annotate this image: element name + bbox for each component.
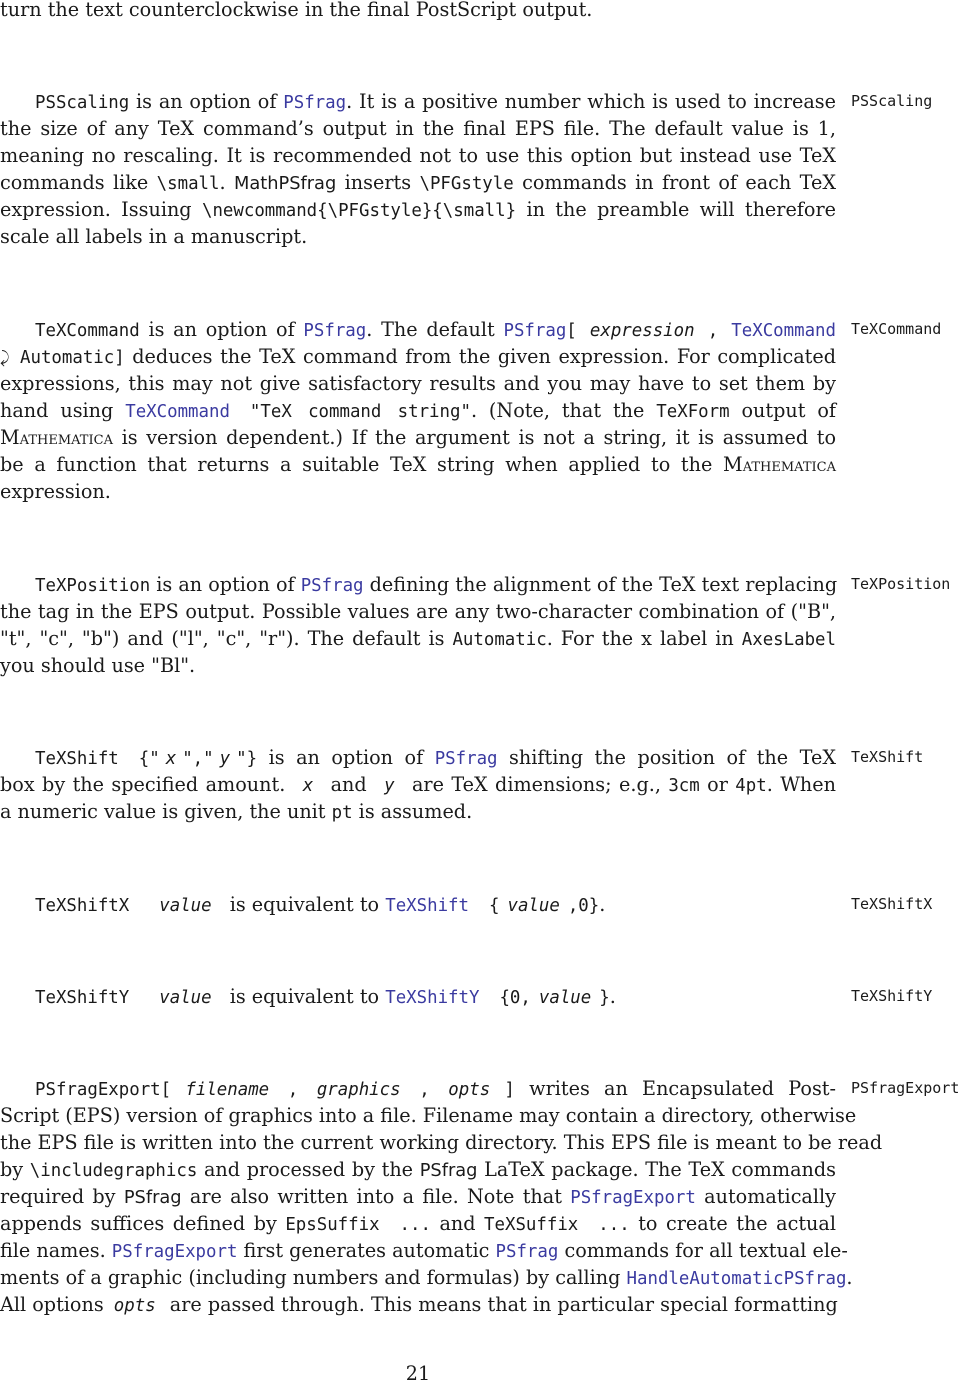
text: is assumed. xyxy=(352,800,473,823)
code: pt xyxy=(331,803,353,823)
texposition-line-4: you should use "Bl". xyxy=(0,654,196,677)
psfragexport-line-3: the EPS file is written into the current working directory. This EPS file is meant to be read xyxy=(0,1131,883,1154)
text: LaTeX package. The TeX commands xyxy=(477,1158,836,1181)
margin-label-texshiftx: TeXShiftX xyxy=(851,895,933,913)
psfragexport-line-4 xyxy=(0,1156,836,1185)
margin-label-texposition: TeXPosition xyxy=(851,575,951,593)
text: required by xyxy=(0,1185,124,1208)
argument: expression xyxy=(589,321,695,341)
psfragexport-line-2: Script (EPS) version of graphics into a file. Filename may contain a directory, otherwise xyxy=(0,1104,857,1127)
text: ments of a graphic (including numbers and formulas) by calling xyxy=(0,1266,627,1289)
text: defining the alignment of the TeX text replacing xyxy=(363,573,838,596)
texposition-line-2: the tag in the EPS output. Possible values are any two-character combination of ("B", xyxy=(0,600,836,623)
text: appends suffices defined by xyxy=(0,1212,286,1235)
texcommand-link[interactable]: TeXCommand xyxy=(125,402,230,422)
text: . (Note, that the xyxy=(470,399,657,422)
text: box by the specified amount. xyxy=(0,773,293,796)
texshifty-line xyxy=(0,983,871,1012)
argument: value xyxy=(538,988,592,1008)
text: . The default xyxy=(366,318,504,341)
code: , xyxy=(694,321,732,341)
code: {0, xyxy=(499,988,531,1008)
code: 4pt xyxy=(735,776,767,796)
texshift-line-1 xyxy=(0,744,836,773)
text: are TeX dimensions; e.g., xyxy=(404,773,669,796)
code: ,0} xyxy=(567,896,600,916)
text: "t", "c", "b") and ("l", "c", "r"). The default is xyxy=(0,627,453,650)
psfragexport-link[interactable]: PSfragExport xyxy=(570,1188,696,1208)
text: file names. xyxy=(0,1239,112,1262)
code: EpsSuffix xyxy=(285,1215,380,1235)
text: is equivalent to xyxy=(223,985,386,1008)
texcommand-line-5 xyxy=(0,424,836,451)
code: Automatic xyxy=(452,630,547,650)
code: \small xyxy=(156,174,220,194)
texshift-line-2 xyxy=(0,771,836,800)
texcommand-line-1 xyxy=(0,316,836,345)
text: hand using xyxy=(0,399,126,422)
psfragexport-line-6 xyxy=(0,1210,836,1239)
psfrag-link[interactable]: PSfrag xyxy=(303,321,367,341)
rule-arrow-icon: ⤸ xyxy=(0,348,10,367)
text: expression. Issuing xyxy=(0,198,202,221)
margin-label-psscaling: PSScaling xyxy=(851,92,933,110)
argument: y xyxy=(219,749,231,769)
psfragexport-line-1 xyxy=(0,1075,836,1104)
text: to create the actual xyxy=(629,1212,836,1235)
code: [ xyxy=(160,1080,172,1100)
text: and xyxy=(430,1212,485,1235)
psscaling-line-3: meaning no rescaling. It is recommended not to use this option but instead use TeX xyxy=(0,144,836,167)
package-name: PSfrag xyxy=(419,1160,478,1181)
margin-label-texcommand: TeXCommand xyxy=(851,320,942,338)
mathematica-name: Mathematica xyxy=(723,453,836,476)
text: is an option of xyxy=(129,90,284,113)
argument: value xyxy=(507,896,560,916)
argument: value xyxy=(159,988,212,1008)
texcommand-line-3: expressions, this may not give satisfactory results and you may have to set them by xyxy=(0,372,836,395)
psfrag-link[interactable]: PSfrag xyxy=(434,749,498,769)
code: Automatic] xyxy=(20,348,125,368)
text: . xyxy=(599,893,606,916)
code: TeXForm xyxy=(656,402,730,422)
text: first generates automatic xyxy=(237,1239,496,1262)
argument: x xyxy=(165,749,177,769)
psfragexport-link[interactable]: PSfragExport xyxy=(111,1242,238,1262)
handleautomaticpsfrag-link[interactable]: HandleAutomaticPSfrag xyxy=(626,1269,847,1289)
code: 3cm xyxy=(668,776,700,796)
texposition-line-1 xyxy=(0,571,836,600)
text: . When xyxy=(766,773,836,796)
margin-label-texshift: TeXShift xyxy=(851,748,924,766)
mathematica-name: Mathematica xyxy=(0,426,113,449)
option-name: TeXShiftX xyxy=(35,896,130,916)
text: All options xyxy=(0,1293,110,1316)
code: "TeX command string" xyxy=(249,402,471,422)
margin-label-texshifty: TeXShiftY xyxy=(851,987,933,1005)
text: in the preamble will therefore xyxy=(516,198,836,221)
argument: graphics xyxy=(316,1080,401,1100)
texcommand-line-7: expression. xyxy=(0,480,111,503)
psscaling-line-2: the size of any TeX command’s output in the final EPS file. The default value is 1, xyxy=(0,117,836,140)
text: writes an Encapsulated Post- xyxy=(514,1077,836,1100)
code: TeXSuffix xyxy=(484,1215,579,1235)
code: [ xyxy=(566,321,590,341)
psscaling-line-1 xyxy=(0,88,836,117)
texshifty-link[interactable]: TeXShiftY xyxy=(385,988,480,1008)
texshift-line-3 xyxy=(0,798,836,827)
code: } xyxy=(599,988,610,1008)
text: automatically xyxy=(695,1185,836,1208)
code: AxesLabel xyxy=(741,630,836,650)
option-name: TeXShift xyxy=(35,749,119,769)
package-name: PSfrag xyxy=(123,1187,182,1208)
text: inserts xyxy=(336,171,420,194)
text: commands in front of each TeX xyxy=(513,171,836,194)
text: . xyxy=(609,985,616,1008)
code: ... xyxy=(399,1215,431,1235)
texshift-link[interactable]: TeXShift xyxy=(385,896,469,916)
texcommand-line-4 xyxy=(0,397,836,426)
argument: y xyxy=(384,776,395,796)
top-line-text xyxy=(0,0,836,23)
margin-label-psfragexport: PSfragExport xyxy=(851,1079,960,1097)
psfragexport-line-8 xyxy=(0,1264,853,1293)
text: . xyxy=(846,1266,853,1289)
text: is equivalent to xyxy=(223,893,386,916)
text: commands for all textual ele- xyxy=(558,1239,848,1262)
text: output of xyxy=(729,399,837,422)
psfragexport-line-9 xyxy=(0,1291,836,1320)
text: is version dependent.) If the argument is not a string, it is assumed to xyxy=(112,426,836,449)
code: \PFGstyle xyxy=(419,174,514,194)
text: and processed by the xyxy=(197,1158,420,1181)
psfrag-link[interactable]: PSfrag xyxy=(503,321,567,341)
continued-text: turn the text counterclockwise in the final PostScript output. xyxy=(0,0,593,21)
psfrag-link[interactable]: PSfrag xyxy=(300,576,364,596)
psfragexport-line-7 xyxy=(0,1237,848,1266)
package-name: MathPSfrag xyxy=(234,173,337,194)
text: shifting the position of the TeX xyxy=(497,746,836,769)
option-name: PSScaling xyxy=(35,93,130,113)
text: is an option of xyxy=(257,746,435,769)
text: . It is a positive number which is used to increase xyxy=(346,90,836,113)
text: by xyxy=(0,1158,30,1181)
text: a numeric value is given, the unit xyxy=(0,800,332,823)
argument: value xyxy=(159,896,212,916)
code: { xyxy=(488,896,500,916)
argument: opts xyxy=(113,1296,156,1316)
code: {" xyxy=(138,749,160,769)
option-name: TeXPosition xyxy=(35,576,151,596)
code: , xyxy=(269,1080,317,1100)
code: , xyxy=(400,1080,449,1100)
argument: filename xyxy=(185,1080,270,1100)
texposition-line-3 xyxy=(0,625,836,654)
option-name: TeXCommand xyxy=(35,321,140,341)
code: ] xyxy=(504,1080,515,1100)
text: are also written into a file. Note that xyxy=(181,1185,571,1208)
argument: x xyxy=(302,776,314,796)
psscaling-line-4 xyxy=(0,169,836,198)
text: is an option of xyxy=(139,318,304,341)
texcommand-line-6 xyxy=(0,451,836,478)
texshiftx-line xyxy=(0,891,871,920)
text: is an option of xyxy=(150,573,301,596)
psfragexport-line-5 xyxy=(0,1183,836,1212)
function-name: PSfragExport xyxy=(35,1080,161,1100)
psscaling-line-6: scale all labels in a manuscript. xyxy=(0,225,308,248)
page-number: 21 xyxy=(405,1362,431,1385)
text: or xyxy=(699,773,736,796)
psscaling-line-5 xyxy=(0,196,836,225)
texcommand-line-2 xyxy=(0,343,836,372)
code: \newcommand{\PFGstyle}{\small} xyxy=(201,201,517,221)
text: . For the x label in xyxy=(546,627,742,650)
psfrag-link[interactable]: PSfrag xyxy=(283,93,347,113)
text: . xyxy=(219,171,234,194)
option-name: TeXShiftY xyxy=(35,988,130,1008)
text: be a function that returns a suitable TeX string when applied to the xyxy=(0,453,724,476)
psfrag-link[interactable]: PSfrag xyxy=(495,1242,559,1262)
code: "} xyxy=(236,749,258,769)
argument: opts xyxy=(448,1080,491,1100)
text: are passed through. This means that in particular special formatting xyxy=(163,1293,838,1316)
code: "," xyxy=(182,749,214,769)
text: deduces the TeX command from the given expression. For complicated xyxy=(124,345,836,368)
code: ... xyxy=(598,1215,630,1235)
text: and xyxy=(323,773,375,796)
texcommand-link[interactable]: TeXCommand xyxy=(731,321,836,341)
text: commands like xyxy=(0,171,157,194)
code: \includegraphics xyxy=(29,1161,198,1181)
